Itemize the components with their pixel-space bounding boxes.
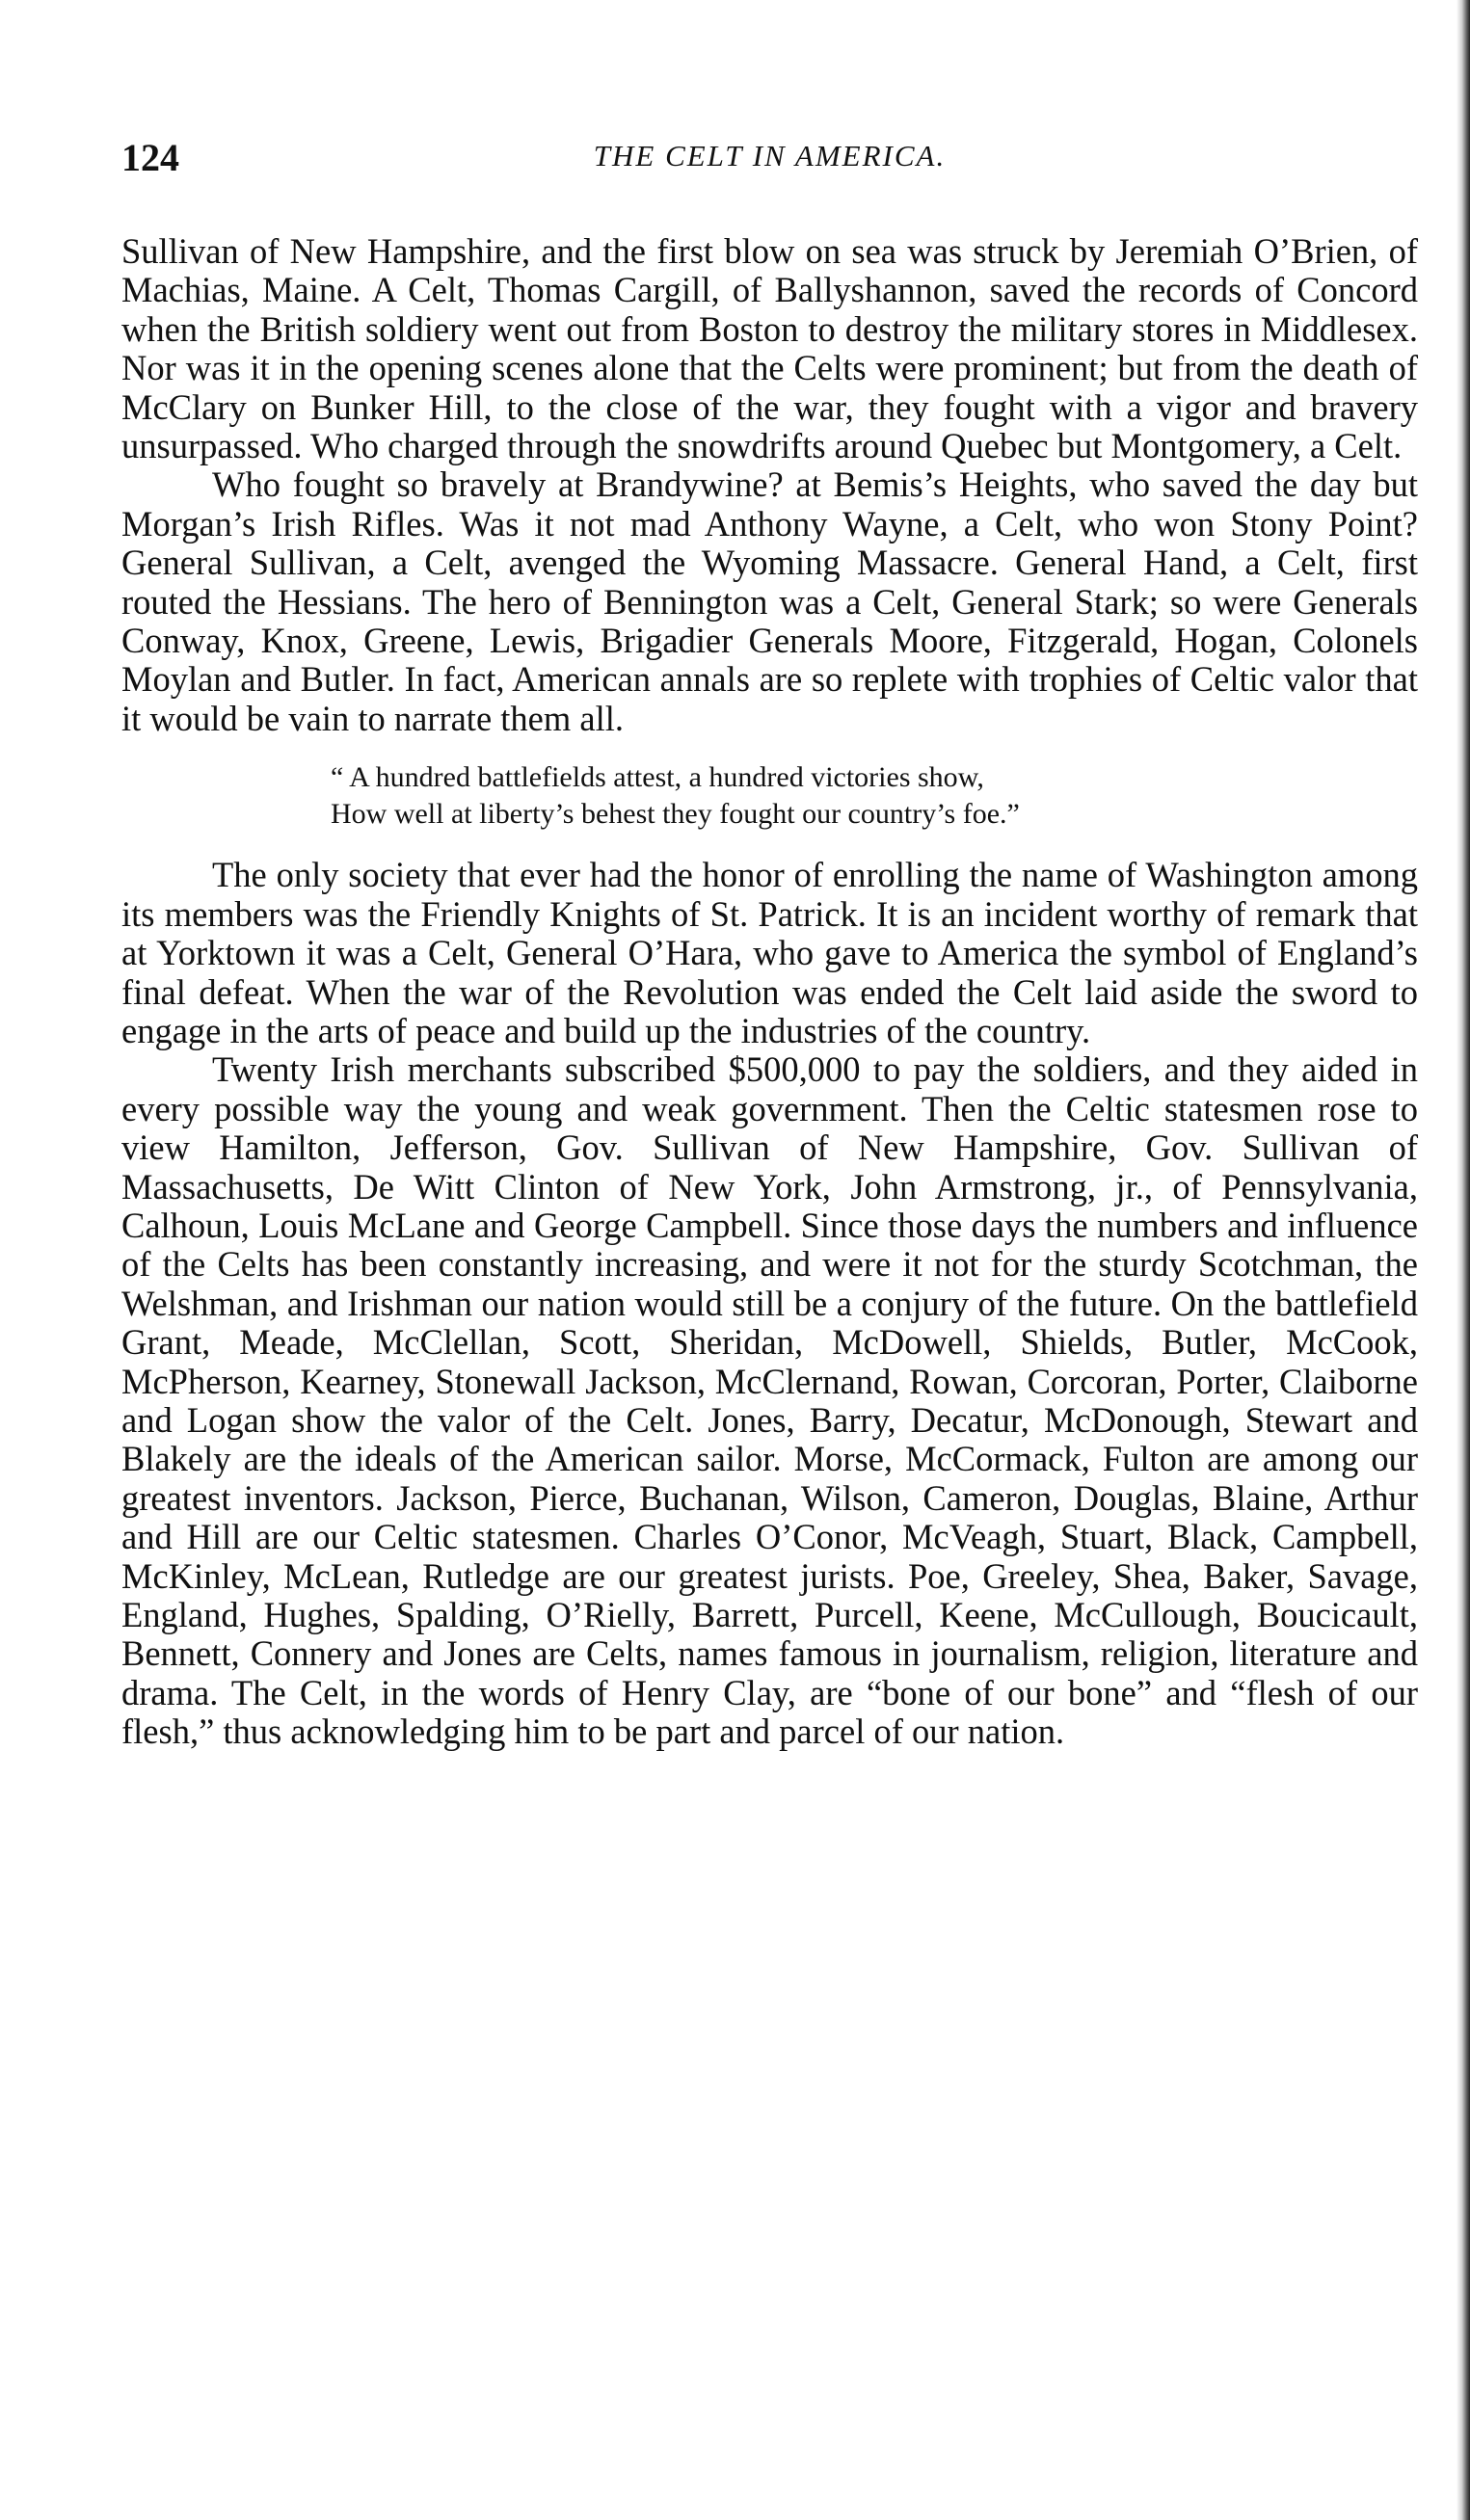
running-title: THE CELT IN AMERICA.: [593, 139, 947, 172]
page-number: 124: [121, 136, 179, 179]
verse-quote: [331, 759, 1418, 833]
verse-line-1: “ A hundred battlefields attest, a hundred victories show,: [331, 761, 984, 794]
paragraph-3: The only society that ever had the honor of enrolling the name of Washington among its members was the Friendly Knights of St. Patrick. It is an incident worthy of remark that at Yorktown it was a Celt, General O’Hara, who gave to America the symbol of England’s final defeat. When the war of the Revolution was ended the Celt laid aside the sword to engage in the arts of peace and build up the industries of the country.: [121, 855, 1418, 1050]
paragraph-4: Twenty Irish merchants subscribed $500,000 to pay the soldiers, and they aided in every possible way the young and weak government. Then the Celtic statesmen rose to view Hamilton, Jefferson, Gov. Sullivan of New Hampshire, Gov. Sullivan of Massachusetts, De Witt Clinton of New York, John Armstrong, jr., of Pennsylvania, Calhoun, Louis McLane and George Campbell. Since those days the numbers and influence of the Celts has been constantly increasing, and were it not for the sturdy Scotchman, the Welshman, and Irishman our nation would still be a conjury of the future. On the battlefield Grant, Meade, McClellan, Scott, Sheridan, McDowell, Shields, Butler, McCook, McPherson, Kearney, Stonewall Jackson, McClernand, Rowan, Corcoran, Porter, Claiborne and Logan show the valor of the Celt. Jones, Barry, Decatur, McDonough, Stewart and Blakely are the ideals of the American sailor. Morse, McCormack, Fulton are among our greatest inventors. Jackson, Pierce, Buchanan, Wilson, Cameron, Douglas, Blaine, Arthur and Hill are our Celtic statesmen. Charles O’Conor, McVeagh, Stuart, Black, Campbell, McKinley, McLean, Rutledge are our greatest jurists. Poe, Greeley, Shea, Baker, Savage, England, Hughes, Spalding, O’Rielly, Barrett, Purcell, Keene, McCullough, Boucicault, Bennett, Connery and Jones are Celts, names famous in journalism, religion, literature and drama. The Celt, in the words of Henry Clay, are “bone of our bone” and “flesh of our flesh,” thus acknowledging him to be part and parcel of our nation.: [121, 1049, 1418, 1752]
page-header: [121, 135, 1418, 183]
paragraph-1: Sullivan of New Hampshire, and the first blow on sea was struck by Jeremiah O’Brien, of Machias, Maine. A Celt, Thomas Cargill, of Ballyshannon, saved the records of Concord when the British soldiery went out from Boston to destroy the military stores in Middlesex. Nor was it in the opening scenes alone that the Celts were prominent; but from the death of McClary on Bunker Hill, to the close of the war, they fought with a vigor and bravery unsurpassed. Who charged through the snowdrifts around Quebec but Montgomery, a Celt.: [121, 231, 1418, 466]
paragraph-2: Who fought so bravely at Brandywine? at Bemis’s Heights, who saved the day but Morgan’s Irish Rifles. Was it not mad Anthony Wayne, a Celt, who won Stony Point? General Sullivan, a Celt, avenged the Wyoming Massacre. General Hand, a Celt, first routed the Hessians. The hero of Bennington was a Celt, General Stark; so were Generals Conway, Knox, Greene, Lewis, Brigadier Generals Moore, Fitzgerald, Hogan, Colonels Moylan and Butler. In fact, American annals are so replete with trophies of Celtic valor that it would be vain to narrate them all.: [121, 464, 1418, 738]
body-text: [121, 232, 1418, 1752]
page-edge-shadow: [1457, 0, 1470, 2520]
verse-line-2: How well at liberty’s behest they fought our country’s foe.”: [331, 798, 1020, 831]
